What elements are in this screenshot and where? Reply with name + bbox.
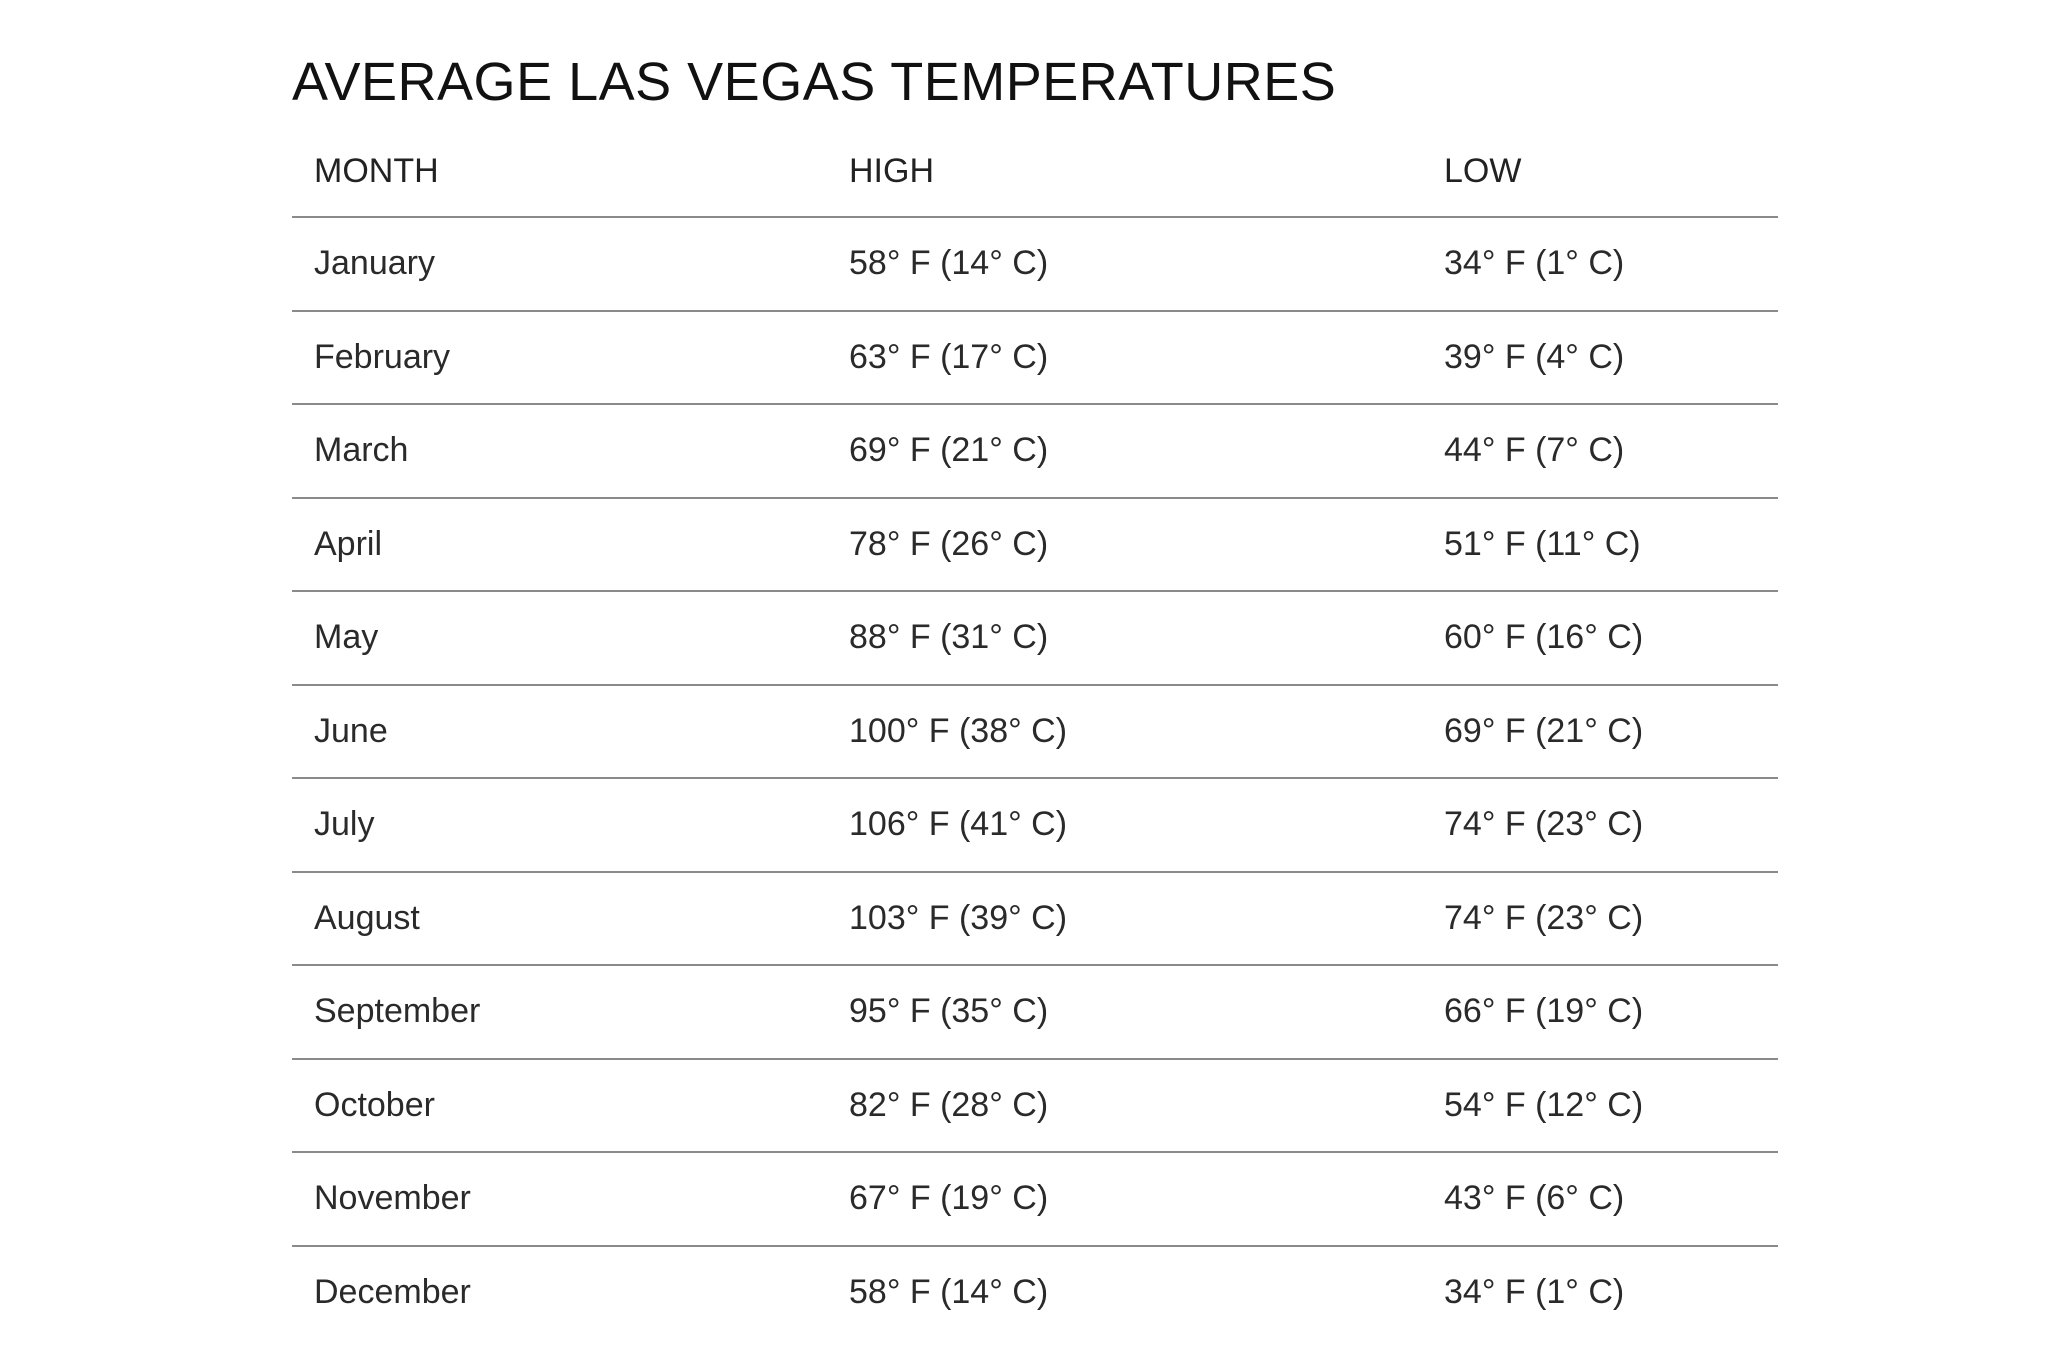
low-cell: 69° F (21° C) [1422,685,1778,779]
table-header-row [292,126,1778,217]
column-header-high: HIGH [827,126,1422,217]
table-row [292,217,1778,311]
month-cell: August [292,872,827,966]
table-row [292,1246,1778,1339]
high-cell: 78° F (26° C) [827,498,1422,592]
month-cell: February [292,311,827,405]
high-cell: 95° F (35° C) [827,965,1422,1059]
table-row [292,872,1778,966]
month-cell: July [292,778,827,872]
low-cell: 74° F (23° C) [1422,872,1778,966]
column-header-month: MONTH [292,126,827,217]
high-cell: 100° F (38° C) [827,685,1422,779]
table-row [292,685,1778,779]
low-cell: 34° F (1° C) [1422,217,1778,311]
table-row [292,498,1778,592]
high-cell: 63° F (17° C) [827,311,1422,405]
high-cell: 58° F (14° C) [827,217,1422,311]
low-cell: 66° F (19° C) [1422,965,1778,1059]
month-cell: September [292,965,827,1059]
high-cell: 103° F (39° C) [827,872,1422,966]
temperature-table [292,126,1778,1338]
temperature-page [292,52,1778,1338]
column-header-low: LOW [1422,126,1778,217]
month-cell: May [292,591,827,685]
table-row [292,1152,1778,1246]
high-cell: 106° F (41° C) [827,778,1422,872]
month-cell: October [292,1059,827,1153]
high-cell: 58° F (14° C) [849,1272,1049,1311]
table-row [292,591,1778,685]
low-cell: 51° F (11° C) [1422,498,1778,592]
month-cell: December [314,1272,471,1311]
high-cell: 88° F (31° C) [827,591,1422,685]
page-title: AVERAGE LAS VEGAS TEMPERATURES [292,52,1337,112]
low-cell: 39° F (4° C) [1422,311,1778,405]
table-row [292,1059,1778,1153]
table-row [292,404,1778,498]
table-row [292,778,1778,872]
high-cell: 69° F (21° C) [827,404,1422,498]
low-cell: 74° F (23° C) [1422,778,1778,872]
month-cell: November [292,1152,827,1246]
high-cell: 82° F (28° C) [827,1059,1422,1153]
table-row [292,311,1778,405]
month-cell: March [292,404,827,498]
month-cell: June [292,685,827,779]
low-cell: 34° F (1° C) [1444,1272,1625,1311]
month-cell: April [292,498,827,592]
low-cell: 43° F (6° C) [1422,1152,1778,1246]
high-cell: 67° F (19° C) [827,1152,1422,1246]
month-cell: January [292,217,827,311]
table-row [292,965,1778,1059]
low-cell: 60° F (16° C) [1422,591,1778,685]
low-cell: 44° F (7° C) [1422,404,1778,498]
low-cell: 54° F (12° C) [1422,1059,1778,1153]
